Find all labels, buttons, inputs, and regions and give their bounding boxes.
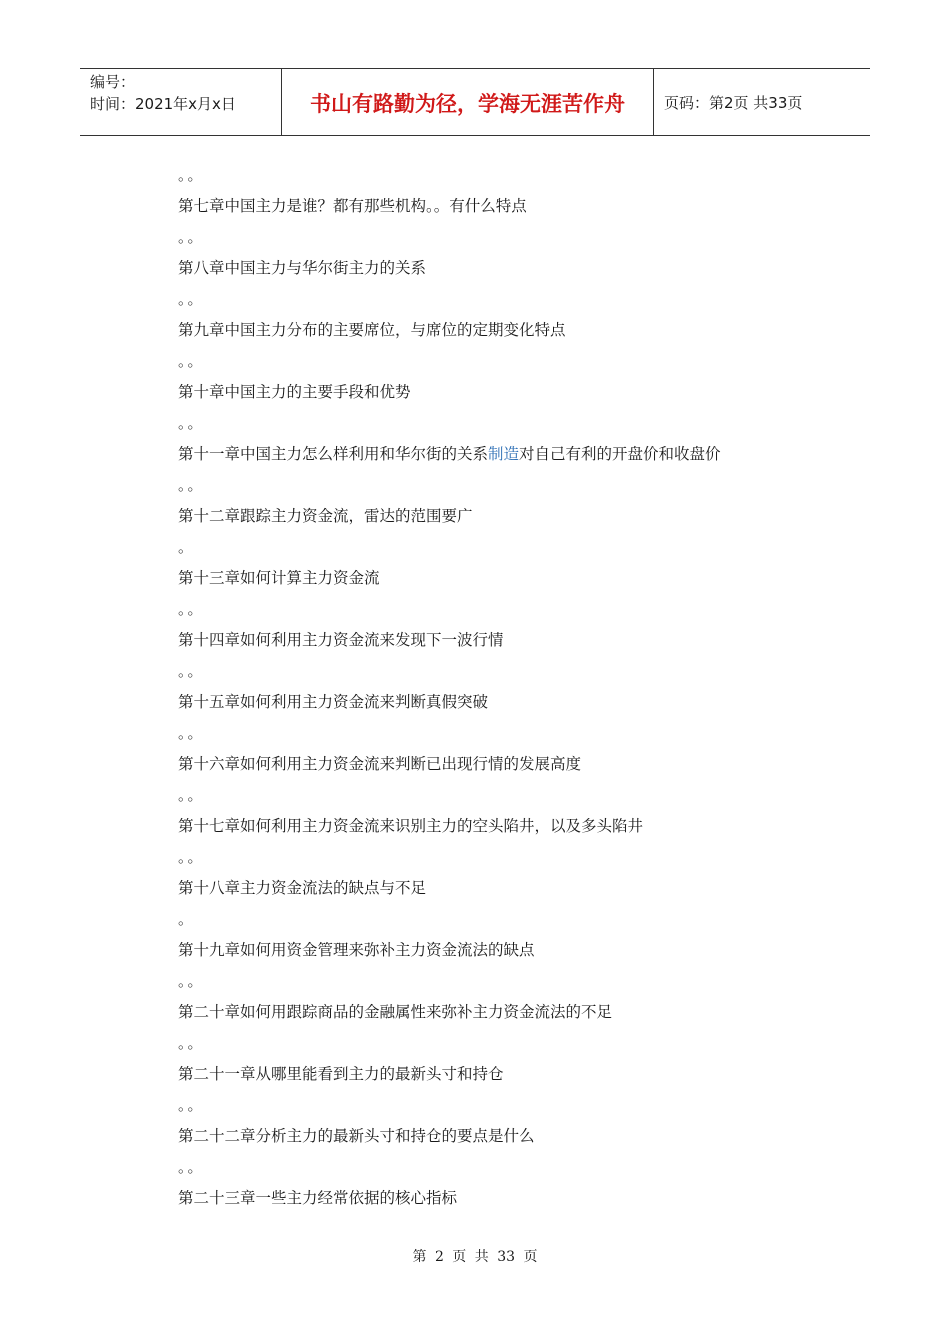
- ellipsis-line: 。。: [178, 972, 205, 990]
- time-label: 时间：2021年x月x日: [90, 95, 236, 113]
- chapter-line: 第十二章跟踪主力资金流，雷达的范围要广: [178, 507, 473, 525]
- ellipsis-line: 。。: [178, 600, 205, 618]
- chapter-line: 第八章中国主力与华尔街主力的关系: [178, 259, 427, 277]
- chapter-line: 第十四章如何利用主力资金流来发现下一波行情: [178, 631, 504, 649]
- page-header: [80, 68, 870, 136]
- page-footer: 第 2 页 共 33 页: [412, 1249, 538, 1265]
- hyperlink-zhizao[interactable]: 制造: [488, 445, 520, 463]
- chapter-line: 第十章中国主力的主要手段和优势: [178, 383, 411, 401]
- chapter-line: 第十五章如何利用主力资金流来判断真假突破: [178, 693, 489, 711]
- chapter-line: 第九章中国主力分布的主要席位，与席位的定期变化特点: [178, 321, 566, 339]
- chapter-line: [178, 439, 818, 470]
- ellipsis-line: 。: [178, 910, 196, 928]
- chapter-line: 第二十章如何用跟踪商品的金融属性来弥补主力资金流法的不足: [178, 1003, 613, 1021]
- chapter-line: 第十三章如何计算主力资金流: [178, 569, 380, 587]
- chapter-line: 第七章中国主力是谁？都有那些机构。。有什么特点: [178, 197, 527, 215]
- ellipsis-line: 。。: [178, 228, 205, 246]
- ellipsis-line: 。。: [178, 166, 205, 184]
- chapter-line: 第二十一章从哪里能看到主力的最新头寸和持仓: [178, 1065, 504, 1083]
- ellipsis-line: 。。: [178, 786, 205, 804]
- header-page-info: 页码：第2页 共33页: [664, 93, 803, 112]
- chapter-text-after: 对自己有利的开盘价和收盘价: [519, 445, 721, 463]
- ellipsis-line: 。: [178, 538, 196, 556]
- ellipsis-line: 。。: [178, 414, 205, 432]
- chapter-line: 第十七章如何利用主力资金流来识别主力的空头陷井，以及多头陷井: [178, 817, 644, 835]
- chapter-text-before: 第十一章中国主力怎么样利用和华尔街的关系: [178, 445, 489, 463]
- ellipsis-line: 。。: [178, 848, 205, 866]
- ellipsis-line: 。。: [178, 290, 205, 308]
- header-motto: 书山有路勤为径，学海无涯苦作舟: [282, 69, 654, 135]
- chapter-line: 第十九章如何用资金管理来弥补主力资金流法的缺点: [178, 941, 535, 959]
- ellipsis-line: 。。: [178, 352, 205, 370]
- ellipsis-line: 。。: [178, 1158, 205, 1176]
- chapter-line: 第二十二章分析主力的最新头寸和持仓的要点是什么: [178, 1127, 535, 1145]
- number-label: 编号：: [90, 73, 136, 91]
- ellipsis-line: 。。: [178, 476, 205, 494]
- chapter-line: 第十六章如何利用主力资金流来判断已出现行情的发展高度: [178, 755, 582, 773]
- ellipsis-line: 。。: [178, 1034, 205, 1052]
- header-meta: [80, 69, 282, 135]
- chapter-line: 第二十三章一些主力经常依据的核心指标: [178, 1189, 458, 1207]
- ellipsis-line: 。。: [178, 662, 205, 680]
- ellipsis-line: 。。: [178, 1096, 205, 1114]
- ellipsis-line: 。。: [178, 724, 205, 742]
- document-body: [178, 160, 818, 1214]
- chapter-line: 第十八章主力资金流法的缺点与不足: [178, 879, 427, 897]
